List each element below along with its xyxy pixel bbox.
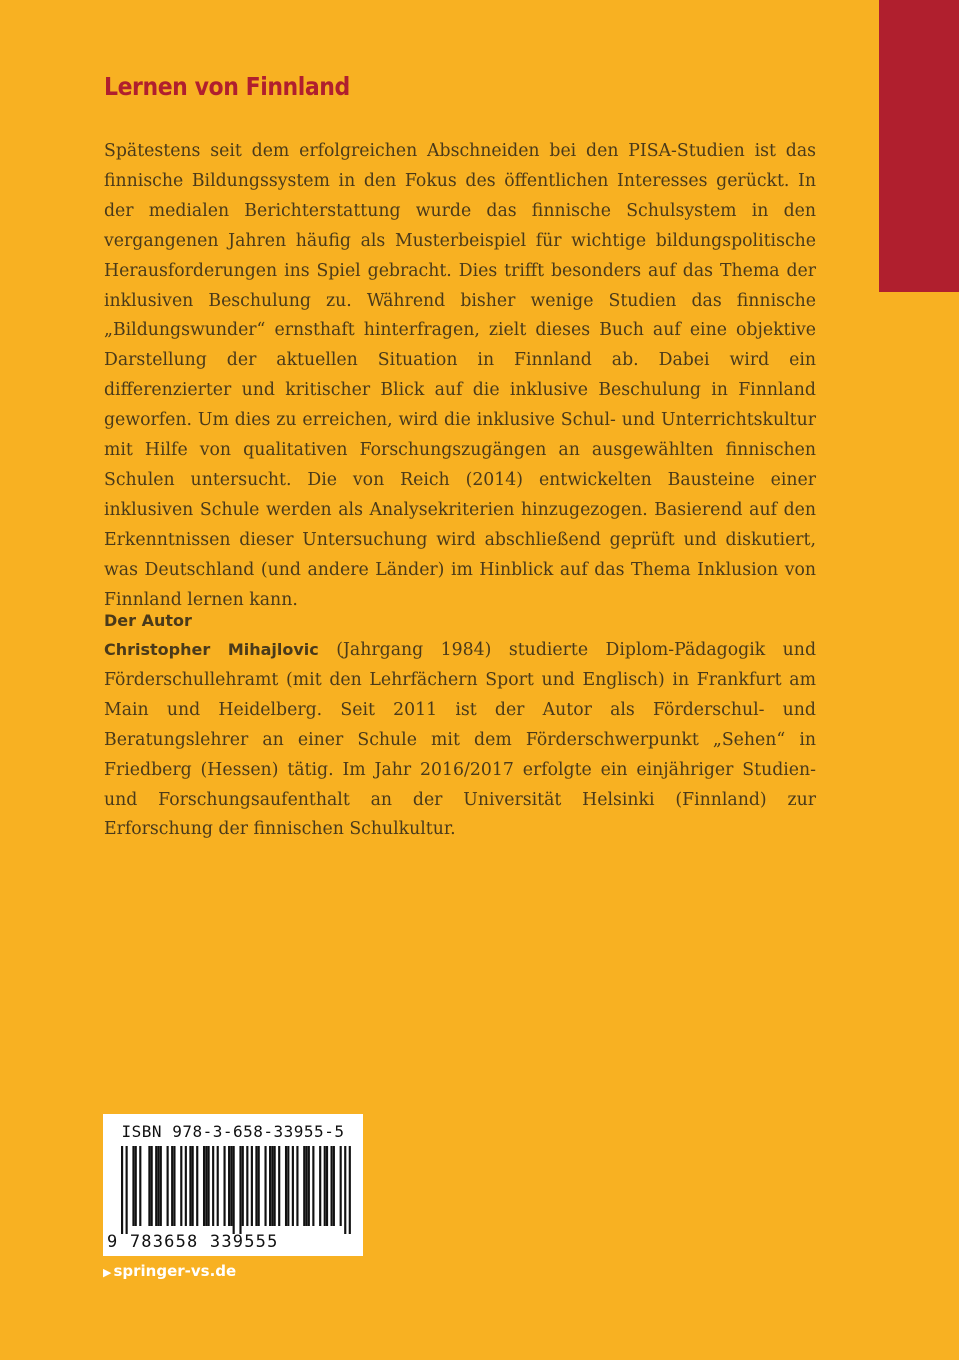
barcode-bar <box>274 1146 276 1226</box>
barcode-bar <box>258 1146 260 1226</box>
barcode-bar <box>208 1146 210 1226</box>
barcode-bar <box>126 1146 128 1234</box>
barcode-bar <box>167 1146 169 1226</box>
barcode-bar <box>148 1146 150 1226</box>
barcode-bar <box>139 1146 141 1226</box>
barcode-bar <box>242 1146 244 1226</box>
barcode-bar <box>171 1146 173 1226</box>
barcode-bar <box>308 1146 310 1226</box>
barcode-bar <box>217 1146 219 1226</box>
barcode-bar <box>251 1146 253 1226</box>
barcode-bars <box>121 1146 351 1234</box>
barcode-bar <box>271 1146 273 1226</box>
barcode-digits: 9 783658 339555 <box>107 1232 279 1252</box>
author-bio <box>104 635 816 845</box>
barcode-bar <box>326 1146 328 1226</box>
barcode-bar <box>340 1146 342 1226</box>
publisher-link-label: springer-vs.de <box>113 1262 237 1280</box>
barcode-bar <box>292 1146 294 1226</box>
barcode-bar <box>303 1146 305 1226</box>
red-accent-tab <box>879 0 959 292</box>
barcode-bar <box>192 1146 194 1226</box>
barcode-bar <box>312 1146 314 1226</box>
barcode-bar <box>278 1146 280 1226</box>
author-name: Christopher Mihajlovic <box>104 640 319 659</box>
barcode-bar <box>246 1146 248 1226</box>
barcode-bar <box>151 1146 153 1226</box>
author-bio-text: (Jahrgang 1984) studierte Diplom-Pädagogik und Förderschullehramt (mit den Lehrfächern Sport und Englisch) in Frankfurt am Main und Heidelberg. Seit 2011 ist der Autor als Förderschul- und Beratungslehrer an einer Schule mit dem Förderschwerpunkt „Sehen“ in Friedberg (Hessen) tätig. Im Jahr 2016/2017 erfolgte ein einjähriger Studien- und Forschungsaufenthalt an der Universität Helsinki (Finnland) zur Erforschung der finnischen Schulkultur. <box>104 640 817 840</box>
barcode-bar <box>344 1146 346 1234</box>
barcode-bar <box>212 1146 214 1226</box>
barcode-bar <box>180 1146 182 1226</box>
barcode-bar <box>189 1146 191 1226</box>
barcode-bar <box>203 1146 205 1226</box>
barcode-bar <box>324 1146 326 1226</box>
barcode-bar <box>173 1146 175 1226</box>
play-arrow-icon: ▶ <box>103 1266 112 1279</box>
isbn-barcode <box>103 1114 363 1256</box>
barcode-bar <box>228 1146 230 1226</box>
barcode-bar <box>157 1146 159 1226</box>
author-heading: Der Autor <box>104 611 192 630</box>
book-title: Lernen von Finnland <box>104 72 350 101</box>
barcode-bar <box>331 1146 333 1226</box>
barcode-bar <box>264 1146 266 1226</box>
barcode-bar <box>296 1146 298 1226</box>
barcode-bar <box>287 1146 289 1226</box>
barcode-bar <box>223 1146 225 1226</box>
barcode-bar <box>233 1146 235 1234</box>
barcode-bar <box>269 1146 271 1226</box>
isbn-label: ISBN 978-3-658-33955-5 <box>121 1122 345 1141</box>
barcode-bar <box>333 1146 335 1226</box>
barcode-bar <box>160 1146 162 1226</box>
barcode-bar <box>185 1146 187 1226</box>
publisher-link[interactable] <box>103 1262 236 1280</box>
barcode-bar <box>155 1146 157 1226</box>
barcode-bar <box>132 1146 134 1226</box>
barcode-bar <box>196 1146 198 1226</box>
barcode-bar <box>305 1146 307 1226</box>
barcode-bar <box>230 1146 232 1226</box>
barcode-bar <box>349 1146 351 1234</box>
barcode-bar <box>255 1146 257 1226</box>
barcode-bar <box>285 1146 287 1226</box>
barcode-bar <box>319 1146 321 1226</box>
book-description: Spätestens seit dem erfolgreichen Abschneiden bei den PISA-Studien ist das finnische Bildungssystem in den Fokus des öffentlichen Interesses gerückt. In der medialen Berichterstattung wurde das finnische Schulsystem in den vergangenen Jahren häufig als Musterbeispiel für wichtige bildungspolitische Herausforderungen ins Spiel gebracht. Dies trifft besonders auf das Thema der inklusiven Beschulung zu. Während bisher wenige Studien das finnische „Bildungswunder“ ernsthaft hinterfragen, zielt dieses Buch auf eine objektive Darstellung der aktuellen Situation in Finnland ab. Dabei wird ein differenzierter und kritischer Blick auf die inklusive Beschulung in Finnland geworfen. Um dies zu erreichen, wird die inklusive Schul- und Unterrichtskultur mit Hilfe von qualitativen Forschungszugängen an ausgewählten finnischen Schulen untersucht. Die von Reich (2014) entwickelten Bausteine einer inklusiven Schule werden als Analysekriterien hinzugezogen. Basierend auf den Erkenntnissen dieser Untersuchung wird abschließend geprüft und diskutiert, was Deutschland (und andere Länder) im Hinblick auf das Thema Inklusion von Finnland lernen kann. <box>104 141 816 610</box>
barcode-bar <box>121 1146 123 1234</box>
barcode-bar <box>205 1146 207 1226</box>
barcode-bar <box>135 1146 137 1226</box>
barcode-bar <box>239 1146 241 1234</box>
